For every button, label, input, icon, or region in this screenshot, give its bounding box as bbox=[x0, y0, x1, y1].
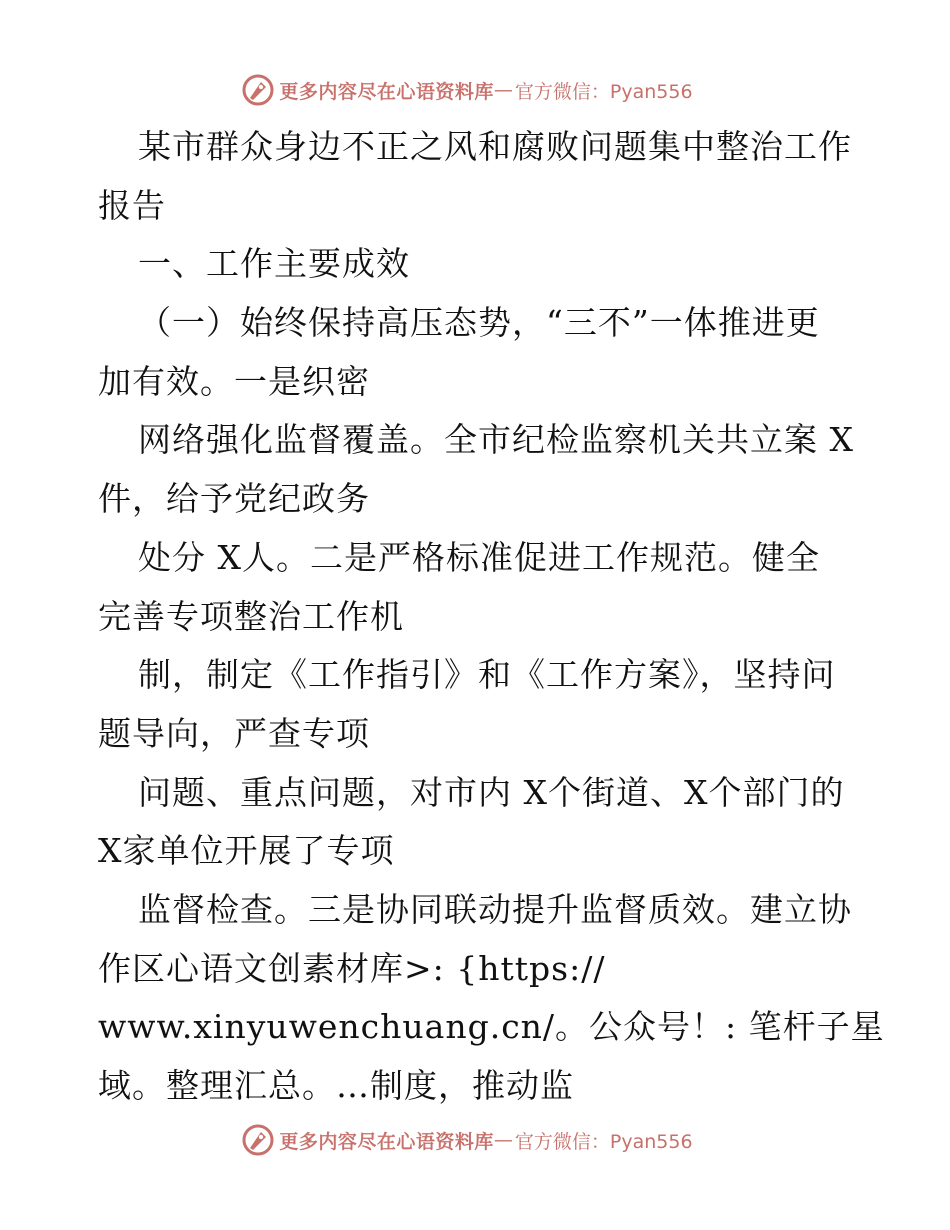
text-line: 域。整理汇总。…制度，推动监 bbox=[98, 1066, 574, 1105]
text-line: 处分 X人。二是严格标准促进工作规范。健全 bbox=[138, 537, 820, 577]
text-line: 完善专项整治工作机 bbox=[98, 596, 404, 636]
pen-nib-logo-icon bbox=[241, 73, 275, 107]
text-line: 监督检查。三是协同联动提升监督质效。建立协 bbox=[138, 889, 852, 929]
header-watermark bbox=[0, 70, 950, 110]
text-line: 加有效。一是织密 bbox=[98, 361, 370, 401]
text-line: 某市群众身边不正之风和腐败问题集中整治工作 bbox=[138, 127, 852, 166]
text-line: X家单位开展了专项 bbox=[98, 831, 395, 871]
text-line: （一）始终保持高压态势，“三不”一体推进更 bbox=[138, 303, 820, 343]
watermark-dash: — bbox=[493, 1129, 513, 1151]
text-line: 题导向，严查专项 bbox=[98, 713, 370, 753]
text-line: 制，制定《工作指引》和《工作方案》，坚持问 bbox=[138, 655, 836, 695]
text-line: 网络强化监督覆盖。全市纪检监察机关共立案 X bbox=[138, 420, 854, 460]
watermark-text: 更多内容尽在心语资料库 bbox=[279, 80, 494, 103]
document-body bbox=[98, 118, 885, 1116]
pen-nib-logo-icon bbox=[241, 1123, 275, 1157]
text-line: www.xinyuwenchuang.cn/。公众号！: 笔杆子星 bbox=[98, 1007, 885, 1047]
text-line: 作区心语文创素材库>: {https:// bbox=[98, 948, 606, 988]
footer-watermark bbox=[0, 1120, 950, 1160]
text-line: 问题、重点问题，对市内 X个街道、X个部门的 bbox=[138, 772, 845, 812]
watermark-contact: 官方微信：Pyan556 bbox=[514, 80, 693, 103]
watermark-dash: — bbox=[493, 79, 513, 101]
text-line: 一、工作主要成效 bbox=[138, 244, 410, 284]
text-line: 报告 bbox=[98, 185, 166, 225]
watermark-contact: 官方微信：Pyan556 bbox=[514, 1130, 693, 1153]
watermark-text: 更多内容尽在心语资料库 bbox=[279, 1130, 494, 1153]
text-line: 件，给予党纪政务 bbox=[98, 479, 370, 519]
